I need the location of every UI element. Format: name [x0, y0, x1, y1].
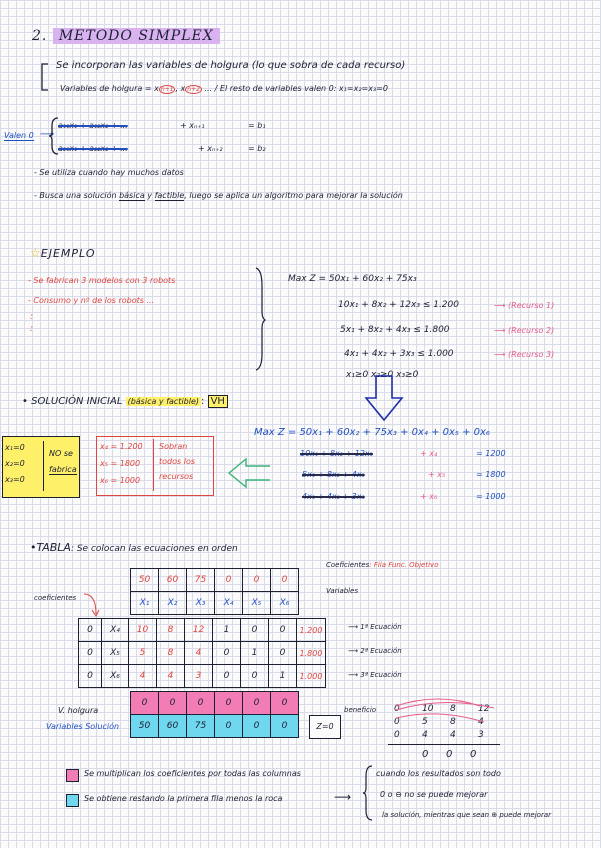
max-z: Max Z = 50x₁ + 60x₂ + 75x₃ [288, 274, 417, 284]
left-arrow-icon [226, 456, 272, 490]
cyan-cell: 0 [215, 715, 243, 738]
valen-arrow: ⟶ [40, 129, 55, 140]
constraint-1: 10x₁ + 8x₂ + 12x₃ ≤ 1.200 [338, 300, 459, 310]
pink-cell: 0 [215, 692, 243, 715]
calc-cell: 8 [450, 704, 456, 714]
calc-line [388, 744, 500, 745]
cyan-cell: 50 [131, 715, 159, 738]
coef-arrow-icon [82, 590, 102, 618]
pink-swatch [66, 769, 79, 782]
basis-coef: 0 [79, 665, 102, 688]
cyan-swatch [66, 794, 79, 807]
legend-brace [362, 764, 374, 822]
zeros-divider [43, 441, 44, 491]
ecuacion-1: ⟶ 1ª Ecuación [348, 623, 402, 631]
eq2-right: = b₂ [248, 144, 266, 153]
exp-eq1-slack: + x₄ [420, 449, 438, 458]
pink-cell: 0 [243, 692, 271, 715]
var-cell: X₆ [271, 592, 299, 615]
slack-divider [153, 439, 154, 491]
cyan-row [131, 715, 299, 738]
exp-eq2-right: = 1800 [476, 470, 506, 479]
simplex-table [78, 618, 326, 688]
coef-cell: 1 [241, 642, 269, 665]
calc-result [422, 749, 490, 760]
pink-legend-text: Se multiplican los coeficientes por todas las columnas [84, 769, 301, 778]
tabla-bullet: • [30, 541, 37, 554]
slack-x5: x₅ = 1800 [100, 459, 141, 468]
slack-x6: x₆ = 1000 [100, 476, 141, 485]
calc-cell: 0 [394, 730, 400, 740]
solucion-label: SOLUCIÓN INICIAL [31, 396, 123, 407]
cyan-arrow-icon: ⟶ [334, 790, 352, 804]
pink-cell: 0 [271, 692, 299, 715]
coef-cell: 4 [129, 665, 157, 688]
vh-box: VH [208, 395, 228, 408]
coef-cell: 0 [213, 665, 241, 688]
intro-line-1: Se incorporan las variables de holgura (lo que sobra de cada recurso) [56, 60, 406, 71]
recurso-1: ⟶ (Recurso 1) [494, 301, 555, 310]
slack-sub-2: n+2 [187, 86, 200, 93]
intro-line-2b: , x [175, 84, 186, 93]
ejemplo-title: EJEMPLO [40, 247, 96, 260]
word-y: y [147, 191, 153, 200]
intro-bracket [38, 60, 52, 94]
rhs-cell: 1.000 [297, 665, 326, 688]
var-cell: X₃ [187, 592, 215, 615]
cyan-cell: 0 [271, 715, 299, 738]
constraint-2: 5x₁ + 8x₂ + 4x₃ ≤ 1.800 [340, 325, 450, 335]
obj-cell: 0 [271, 569, 299, 592]
table-row [79, 619, 326, 642]
intro-line-2a: Variables de holgura = x [60, 84, 159, 93]
ecuacion-3: ⟶ 3ª Ecuación [348, 671, 402, 679]
exp-eq1-left: 10x₁ + 8x₂ + 12x₃ [300, 449, 373, 458]
rhs-cell: 1.200 [297, 619, 326, 642]
calc-cell: 4 [450, 730, 456, 740]
obj-cell: 50 [131, 569, 159, 592]
eq1-mid: + xₙ₊₁ [180, 121, 205, 130]
coef-cell: 4 [157, 665, 185, 688]
title-number: 2. [32, 28, 48, 44]
intro-line-2 [60, 84, 388, 93]
recursos: recursos [159, 472, 194, 481]
rhs-cell: 1.800 [297, 642, 326, 665]
zero-x1: x₁=0 [5, 443, 25, 452]
solucion-colon: : [201, 396, 205, 407]
eq2-mid: + xₙ₊₂ [198, 144, 223, 153]
result-table [130, 691, 299, 738]
coef-cell: 0 [269, 619, 297, 642]
z-cell: Z=0 [309, 715, 341, 739]
solucion-paren: (básica y factible) [127, 397, 200, 406]
word-factible: factible [154, 191, 185, 200]
cyan-cell: 0 [243, 715, 271, 738]
cyan-legend-text: Se obtiene restando la primera fila menos la roca [84, 794, 283, 803]
legend-right-2: 0 o ⊖ no se puede mejorar [380, 790, 488, 799]
variables-label: Variables [326, 587, 359, 595]
objective-table [130, 568, 299, 615]
obj-cell: 0 [243, 569, 271, 592]
basis-var: X₆ [102, 665, 129, 688]
constraint-3: 4x₁ + 4x₂ + 3x₃ ≤ 1.000 [344, 349, 454, 359]
intro-line-2c: ... / El resto de variables valen 0: x₁=x₂=x₃=0 [204, 84, 388, 93]
coeficientes-label: coeficientes [34, 594, 77, 602]
solucion-inicial [22, 396, 228, 407]
basis-var: X₅ [102, 642, 129, 665]
bullet-solucion-b: , luego se aplica un algoritmo para mejorar la solución [184, 191, 403, 200]
ejemplo-heading [30, 246, 95, 260]
v-holgura: V. holgura [58, 706, 99, 715]
bullet-muchos-datos: - Se utiliza cuando hay muchos datos [34, 168, 184, 177]
coef-fila-label [326, 561, 438, 569]
coef-cell: 8 [157, 642, 185, 665]
pink-cell: 0 [159, 692, 187, 715]
result-cell: 0 [446, 749, 453, 760]
obj-cell: 60 [159, 569, 187, 592]
exp-eq2-slack: + x₅ [428, 470, 446, 479]
tabla-text: : Se colocan las ecuaciones en orden [70, 544, 238, 554]
coef-cell: 4 [185, 642, 213, 665]
result-cell: 0 [422, 749, 429, 760]
coef-cell: 5 [129, 642, 157, 665]
coef-cell: 10 [129, 619, 157, 642]
beneficio-label: beneficio [344, 706, 377, 714]
var-cell: X₂ [159, 592, 187, 615]
coef-cell: 1 [213, 619, 241, 642]
tabla-title: TABLA [36, 541, 71, 554]
calc-cell: 0 [394, 717, 400, 727]
coef-cell: 0 [269, 642, 297, 665]
coef-fila-b: : Fila Func. Objetivo [369, 561, 439, 569]
exp-eq3-right: = 1000 [476, 492, 506, 501]
variables-solucion: Variables Solución [46, 722, 120, 731]
example-dots-2: : [30, 324, 34, 334]
slack-box [96, 436, 214, 496]
var-cell: X₄ [215, 592, 243, 615]
coef-cell: 1 [269, 665, 297, 688]
cyan-cell: 75 [187, 715, 215, 738]
pink-row [131, 692, 299, 715]
calc-cell: 4 [422, 730, 428, 740]
coef-cell: 12 [185, 619, 213, 642]
basis-coef: 0 [79, 619, 102, 642]
basis-coef: 0 [79, 642, 102, 665]
calc-curves [388, 694, 504, 734]
zero-x3: x₃=0 [5, 475, 25, 484]
var-cell: X₅ [243, 592, 271, 615]
slack-sub-1: n+1 [160, 86, 174, 93]
coef-cell: 0 [213, 642, 241, 665]
example-dots-1: : [30, 312, 34, 322]
exp-eq1-right: = 1200 [476, 449, 506, 458]
cyan-cell: 60 [159, 715, 187, 738]
calc-cell: 3 [478, 730, 484, 740]
tabla-heading [30, 541, 238, 554]
title-text: METODO SIMPLEX [53, 28, 220, 44]
coef-cell: 8 [157, 619, 185, 642]
objective-row [131, 569, 299, 592]
pink-cell: 0 [187, 692, 215, 715]
ecuacion-2: ⟶ 2ª Ecuación [348, 647, 402, 655]
bullet-solucion-a: - Busca una solución [34, 191, 117, 200]
obj-cell: 75 [187, 569, 215, 592]
exp-eq3-slack: + x₆ [420, 492, 438, 501]
calc-cell: 10 [422, 704, 434, 714]
calc-cell: 12 [478, 704, 490, 714]
example-bracket [254, 266, 266, 372]
calc-cell: 4 [478, 717, 484, 727]
coef-fila-a: Coeficientes [326, 561, 370, 569]
variables-row [131, 592, 299, 615]
table-row [79, 642, 326, 665]
sobran: Sobran [159, 442, 188, 451]
recurso-3: ⟶ (Recurso 3) [494, 350, 555, 359]
slack-x4: x₄ = 1.200 [100, 442, 143, 451]
no-se: NO se [49, 449, 73, 458]
recurso-2: ⟶ (Recurso 2) [494, 326, 555, 335]
obj-cell: 0 [215, 569, 243, 592]
eq2-left: a₂₁x₁ + a₂₂x₂ + ... [58, 144, 128, 153]
zeros-box [2, 436, 80, 498]
coef-cell: 0 [241, 665, 269, 688]
pink-cell: 0 [131, 692, 159, 715]
coef-cell: 3 [185, 665, 213, 688]
todos-los: todos los [159, 457, 195, 466]
exp-eq2-left: 5x₁ + 8x₂ + 4x₃ [302, 470, 365, 479]
non-negativity: x₁≥0 x₂≥0 x₃≥0 [346, 370, 419, 380]
legend-right-1: cuando los resultados son todo [376, 769, 501, 778]
max-z-expanded: Max Z = 50x₁ + 60x₂ + 75x₃ + 0x₄ + 0x₅ + 0x₆ [254, 427, 490, 438]
exp-eq3-left: 4x₁ + 4x₂ + 3x₃ [302, 492, 365, 501]
coef-cell: 0 [241, 619, 269, 642]
calc-cell: 0 [394, 704, 400, 714]
word-basica: básica [119, 191, 145, 200]
legend-right-3: la solución, mientras que sean ⊕ puede mejorar [382, 811, 551, 819]
valen-0-label: Valen 0 [4, 131, 34, 140]
eq1-right: = b₁ [248, 121, 266, 130]
basis-var: X₄ [102, 619, 129, 642]
calc-cell: 5 [422, 717, 428, 727]
down-arrow-icon [362, 374, 406, 424]
page-title [32, 28, 220, 44]
eq1-left: a₁₁x₁ + a₁₂x₂ + ... [58, 121, 128, 130]
solucion-bullet: • [22, 396, 28, 407]
var-cell: X₁ [131, 592, 159, 615]
fabrica: fabrica [49, 465, 77, 474]
result-cell: 0 [470, 749, 477, 760]
table-row [79, 665, 326, 688]
star-icon: ☆ [30, 246, 41, 260]
example-item-2: - Consumo y nº de los robots ... [28, 296, 155, 305]
bullet-solucion [34, 191, 403, 200]
zero-x2: x₂=0 [5, 459, 25, 468]
example-item-1: - Se fabrican 3 modelos con 3 robots [28, 276, 176, 285]
calc-cell: 8 [450, 717, 456, 727]
